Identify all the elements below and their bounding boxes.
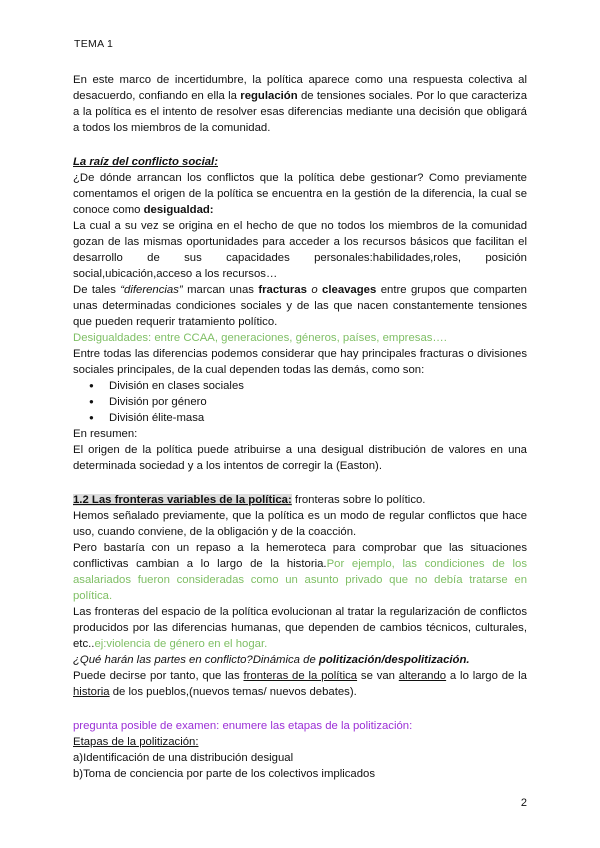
section2-paragraph-3: Las fronteras del espacio de la política evolucionan al tratar la regularización de conflictos producidos por las diferencias humanas, que dependen de cambios técnicos, culturales, etc..ej:violencia de género en el hogar. (73, 606, 527, 650)
etapas-label: Etapas de la politización: (73, 736, 199, 748)
politization-question: ¿Qué harán las partes en conflicto?Dinámica de politización/despolitización. (73, 654, 470, 666)
section1-heading: La raíz del conflicto social: (73, 156, 218, 168)
divisions-list (73, 378, 527, 426)
exam-question: pregunta posible de examen: enumere las etapas de la politización: (73, 720, 413, 732)
section2-paragraph-4: Puede decirse por tanto, que las fronteras de la política se van alterando a lo largo de la historia de los pueblos,(nuevos temas/ nuevos debates). (73, 670, 527, 698)
etapa-a: a)Identificación de una distribución desigual (73, 752, 294, 764)
resumen-paragraph: El origen de la política puede atribuirse a una desigual distribución de valores en una determinada sociedad y a los intentos de corregir la (Easton). (73, 444, 527, 472)
section1-paragraph-1: ¿De dónde arrancan los conflictos que la política debe gestionar? Como previamente comentamos el origen de la política se encuentra en la gestión de la diferencia, la cual se conoce como desigualdad: (73, 172, 527, 216)
green-note-violence: ej:violencia de género en el hogar. (94, 638, 268, 650)
section2-paragraph-2: Pero bastaría con un repaso a la hemeroteca para comprobar que las situaciones conflictivas cambian a lo largo de la historia.Por ejemplo, las condiciones de los asalariados fueron consideradas como un asunto privado que no debía tratarse en política. (73, 542, 527, 602)
section1-paragraph-2: La cual a su vez se origina en el hecho de que no todos los miembros de la comunidad gozan de las mismas oportunidades para acceder a los recursos básicos que facilitan el desarrollo de sus capacidades personales:habilidades,roles, posición social,ubicación,acceso a los recursos… (73, 220, 527, 280)
section2-heading: 1.2 Las fronteras variables de la política: fronteras sobre lo político. (73, 494, 426, 506)
section1-paragraph-3: De tales “diferencias” marcan unas fracturas o cleavages entre grupos que comparten unas determinadas condiciones sociales y de las que nacen constantemente tensiones que pueden requerir tratamiento político. (73, 284, 527, 328)
resumen-label: En resumen: (73, 428, 138, 440)
document-body (73, 72, 527, 782)
section1-paragraph-4: Entre todas las diferencias podemos considerar que hay principales fracturas o divisiones sociales principales, de la cual dependen todas las demás, como son: (73, 348, 527, 376)
section2-paragraph-1: Hemos señalado previamente, que la política es un modo de regular conflictos que hace uso, cuando conviene, de la obligación y de la coacción. (73, 510, 527, 538)
green-note-desigualdades: Desigualdades: entre CCAA, generaciones, géneros, países, empresas…. (73, 332, 447, 344)
green-note-example: Por ejemplo, las condiciones de los asalariados fueron consideradas como un asunto privado que no debía tratarse en política. (73, 558, 527, 602)
list-item: ● División élite-masa (109, 410, 527, 426)
etapa-b: b)Toma de conciencia por parte de los colectivos implicados (73, 768, 376, 780)
intro-paragraph: En este marco de incertidumbre, la política aparece como una respuesta colectiva al desacuerdo, confiando en ella la regulación de tensiones sociales. Por lo que caracteriza a la política es el intento de resolver esas diferencias mediante una decisión que obligará a todos los miembros de la comunidad. (73, 74, 528, 134)
page-number: 2 (520, 797, 527, 809)
list-item: ● División por género (109, 394, 527, 410)
page-header: TEMA 1 (74, 38, 114, 50)
list-item: ● División en clases sociales (109, 378, 527, 394)
